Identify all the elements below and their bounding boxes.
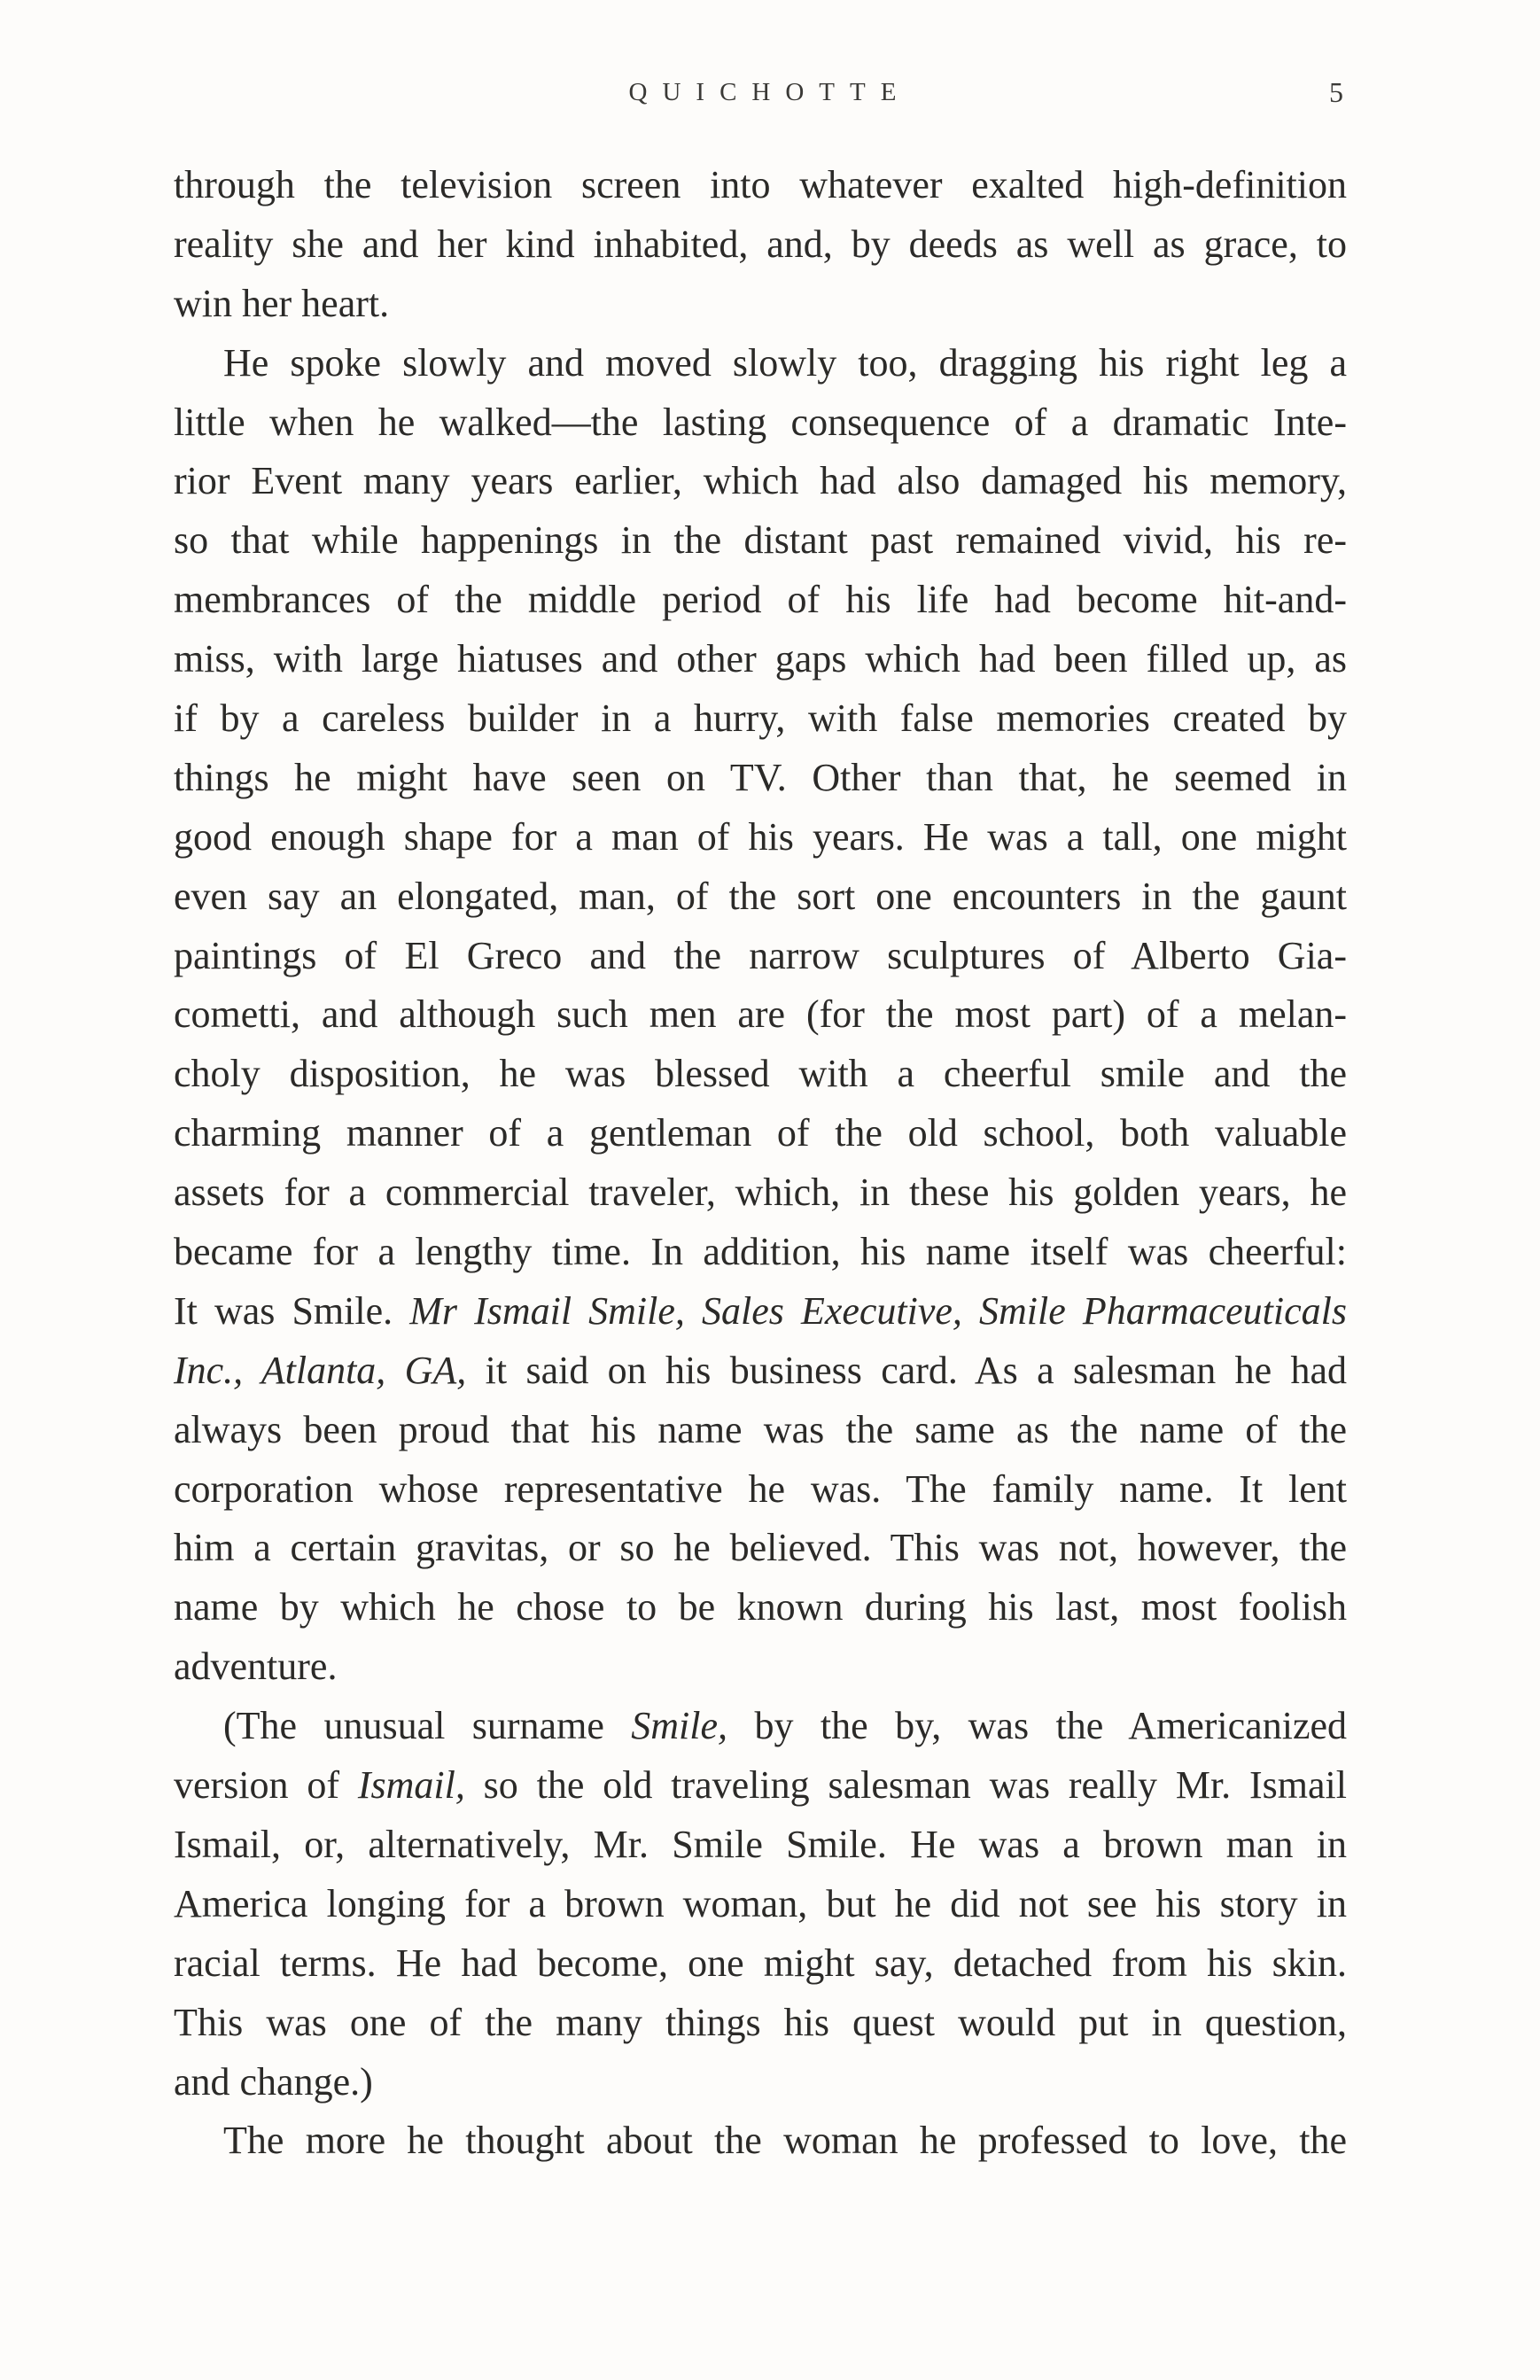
text-line xyxy=(174,1460,1347,1520)
text-run: membrances of the middle period of his life had become hit-and- xyxy=(174,578,1347,622)
italic-text: Inc., Atlanta, GA, xyxy=(174,1348,467,1392)
text-line xyxy=(174,215,1347,275)
text-run: He spoke slowly and moved slowly too, dragging his right leg a xyxy=(223,340,1347,385)
text-run: win her heart. xyxy=(174,281,390,325)
text-line xyxy=(174,808,1347,867)
text-run: if by a careless builder in a hurry, with false memories created by xyxy=(174,696,1347,741)
text-run: good enough shape for a man of his years. He was a tall, one might xyxy=(174,814,1347,859)
text-run: and change.) xyxy=(174,2059,373,2104)
text-line xyxy=(174,927,1347,986)
text-line xyxy=(174,1104,1347,1163)
text-run: him a certain gravitas, or so he believed. This was not, however, the xyxy=(174,1526,1347,1570)
text-run: cometti, and although such men are (for the most part) of a melan- xyxy=(174,992,1347,1037)
text-run: charming manner of a gentleman of the old school, both valuable xyxy=(174,1111,1347,1155)
text-run: rior Event many years earlier, which had also damaged his memory, xyxy=(174,459,1347,503)
text-run: assets for a commercial traveler, which, in these his golden years, he xyxy=(174,1171,1347,1215)
text-line xyxy=(174,156,1347,215)
text-line xyxy=(174,1401,1347,1460)
text-run: version of xyxy=(174,1763,358,1808)
text-run: racial terms. He had become, one might say, detached from his skin. xyxy=(174,1941,1347,1985)
text-run: little when he walked—the lasting consequence of a dramatic Inte- xyxy=(174,400,1347,444)
text-run: through the television screen into whatever exalted high-definition xyxy=(174,163,1347,206)
text-line xyxy=(174,2053,1347,2112)
text-line xyxy=(174,1045,1347,1104)
text-run: by the by, was the Americanized xyxy=(727,1704,1347,1748)
text-line xyxy=(174,452,1347,511)
italic-text: Ismail, xyxy=(357,1763,465,1808)
text-run: Ismail, or, alternatively, Mr. Smile Smile. He was a brown man in xyxy=(174,1822,1347,1866)
text-run: miss, with large hiatuses and other gaps which had been filled up, as xyxy=(174,637,1347,681)
paragraph xyxy=(174,156,1347,334)
italic-text: Mr Ismail Smile, Sales Executive, Smile Pharmaceuticals xyxy=(409,1288,1347,1333)
text-run: so that while happenings in the distant past remained vivid, his re- xyxy=(174,518,1347,563)
paragraph xyxy=(174,334,1347,1697)
text-line xyxy=(174,2112,1347,2171)
text-run: it said on his business card. As a salesman he had xyxy=(466,1348,1347,1392)
text-run: corporation whose representative he was. The family name. It lent xyxy=(174,1466,1347,1511)
text-run: adventure. xyxy=(174,1645,338,1689)
text-run: so the old traveling salesman was really Mr. Ismail xyxy=(464,1763,1347,1808)
text-line xyxy=(174,1637,1347,1697)
text-line xyxy=(174,1342,1347,1401)
paragraph xyxy=(174,2112,1347,2171)
text-line xyxy=(174,571,1347,630)
page-number: 5 xyxy=(1329,76,1343,108)
text-line xyxy=(174,985,1347,1045)
text-run: paintings of El Greco and the narrow sculptures of Alberto Gia- xyxy=(174,933,1347,977)
text-line xyxy=(174,867,1347,927)
text-line xyxy=(174,393,1347,453)
text-line xyxy=(174,1163,1347,1223)
running-head-title: QUICHOTTE xyxy=(628,78,912,106)
text-run: This was one of the many things his quest would put in question, xyxy=(174,2000,1347,2044)
text-line xyxy=(174,1223,1347,1282)
text-run: name by which he chose to be known during his last, most foolish xyxy=(174,1585,1347,1629)
italic-text: Smile, xyxy=(631,1704,728,1748)
text-line xyxy=(174,511,1347,571)
text-run: (The unusual surname xyxy=(223,1704,632,1748)
text-line xyxy=(174,1519,1347,1578)
text-line xyxy=(174,749,1347,808)
text-run: things he might have seen on TV. Other than that, he seemed in xyxy=(174,755,1347,799)
text-line xyxy=(174,630,1347,689)
text-line xyxy=(174,1578,1347,1637)
text-run: became for a lengthy time. In addition, his name itself was cheerful: xyxy=(174,1230,1347,1274)
text-run: choly disposition, he was blessed with a cheerful smile and the xyxy=(174,1052,1347,1096)
text-line xyxy=(174,1934,1347,1994)
text-line xyxy=(174,334,1347,393)
text-run: It was Smile. xyxy=(174,1288,410,1333)
body-text xyxy=(174,156,1347,2171)
paragraph xyxy=(174,1697,1347,2112)
text-line xyxy=(174,689,1347,749)
text-run: The more he thought about the woman he professed to love, the xyxy=(223,2119,1347,2163)
text-run: reality she and her kind inhabited, and, by deeds as well as grace, to xyxy=(174,222,1347,266)
text-run: even say an elongated, man, of the sort one encounters in the gaunt xyxy=(174,874,1347,918)
text-run: America longing for a brown woman, but he did not see his story in xyxy=(174,1881,1347,1925)
text-run: always been proud that his name was the same as the name of the xyxy=(174,1407,1347,1451)
text-line xyxy=(174,275,1347,334)
text-line xyxy=(174,1756,1347,1816)
text-line xyxy=(174,1994,1347,2053)
text-line xyxy=(174,1816,1347,1875)
text-line xyxy=(174,1697,1347,1756)
text-line xyxy=(174,1875,1347,1934)
text-line xyxy=(174,1282,1347,1342)
